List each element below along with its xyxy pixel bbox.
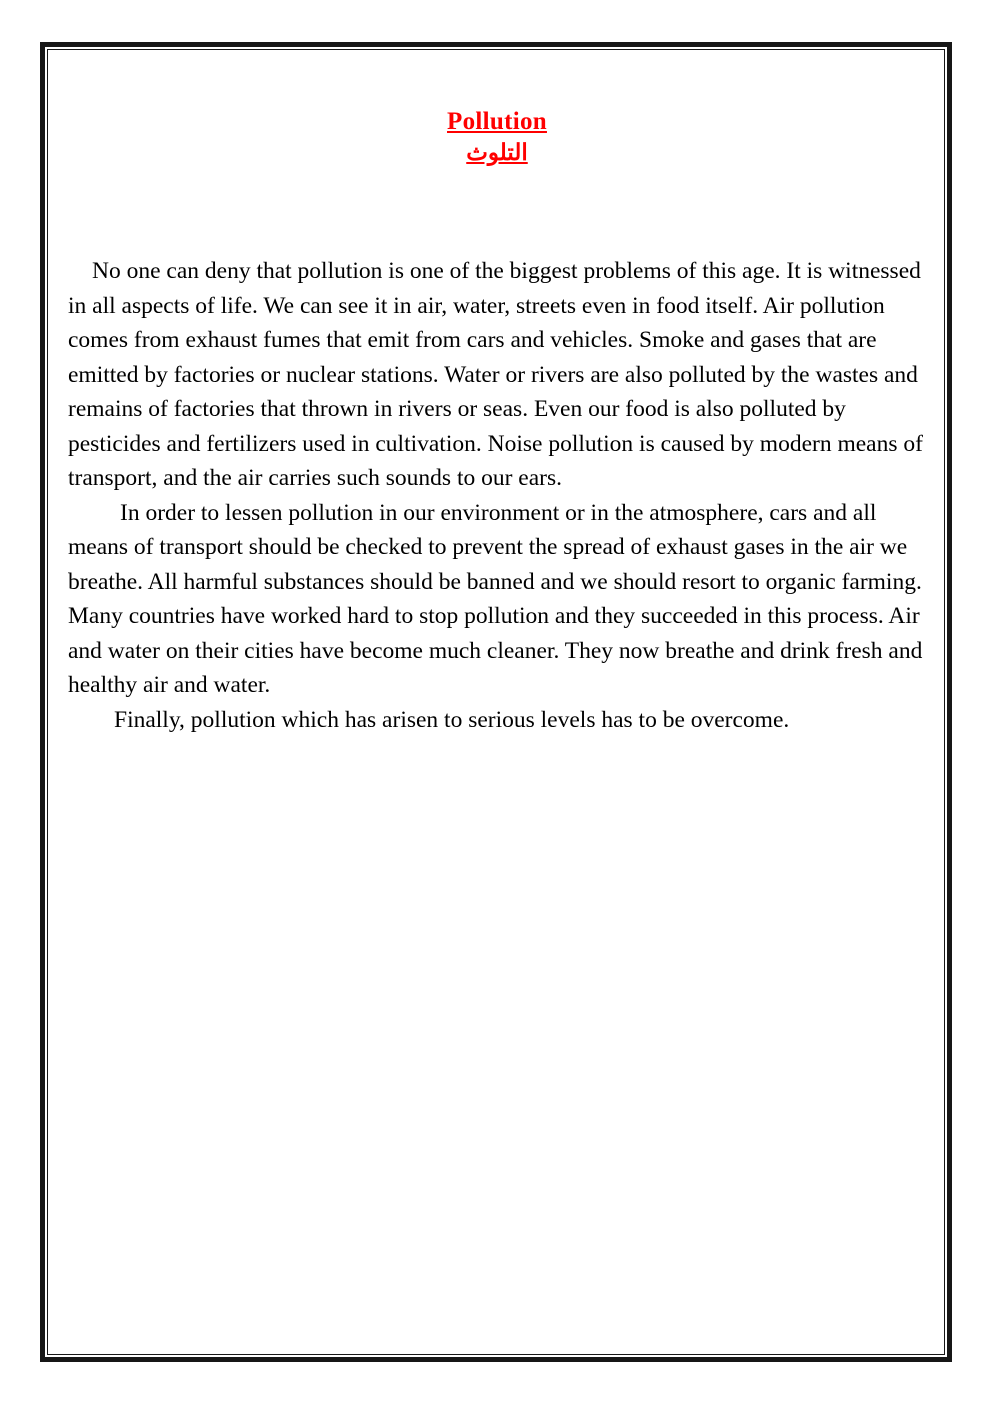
paragraph-intro: No one can deny that pollution is one of the biggest problems of this age. It is witnessed in all aspects of life. We can see it in air, water, streets even in food itself. Air pollution comes from exhaust fumes that emit from cars and vehicles. Smoke and gases that are emitted by factories or nuclear stations. Water or rivers are also polluted by the wastes and remains of factories that thrown in rivers or seas. Even our food is also polluted by pesticides and fertilizers used in cultivation. Noise pollution is caused by modern means of transport, and the air carries such sounds to our ears. [68,258,923,491]
paragraph-solutions: In order to lessen pollution in our environment or in the atmosphere, cars and all means of transport should be checked to prevent the spread of exhaust gases in the air we breathe. All harmful substances should be banned and we should resort to organic farming. Many countries have worked hard to stop pollution and they succeeded in this process. Air and water on their cities have become much cleaner. They now breathe and drink fresh and healthy air and water. [68,499,923,698]
paragraph-conclusion: Finally, pollution which has arisen to serious levels has to be overcome. [114,706,790,733]
document-body [68,254,926,737]
page-border-inner-line [47,49,945,1355]
document-subtitle-arabic: التلوث [466,140,528,165]
document-title: Pollution [447,108,547,135]
page-border-frame [40,42,952,1362]
document-content [48,50,944,1354]
